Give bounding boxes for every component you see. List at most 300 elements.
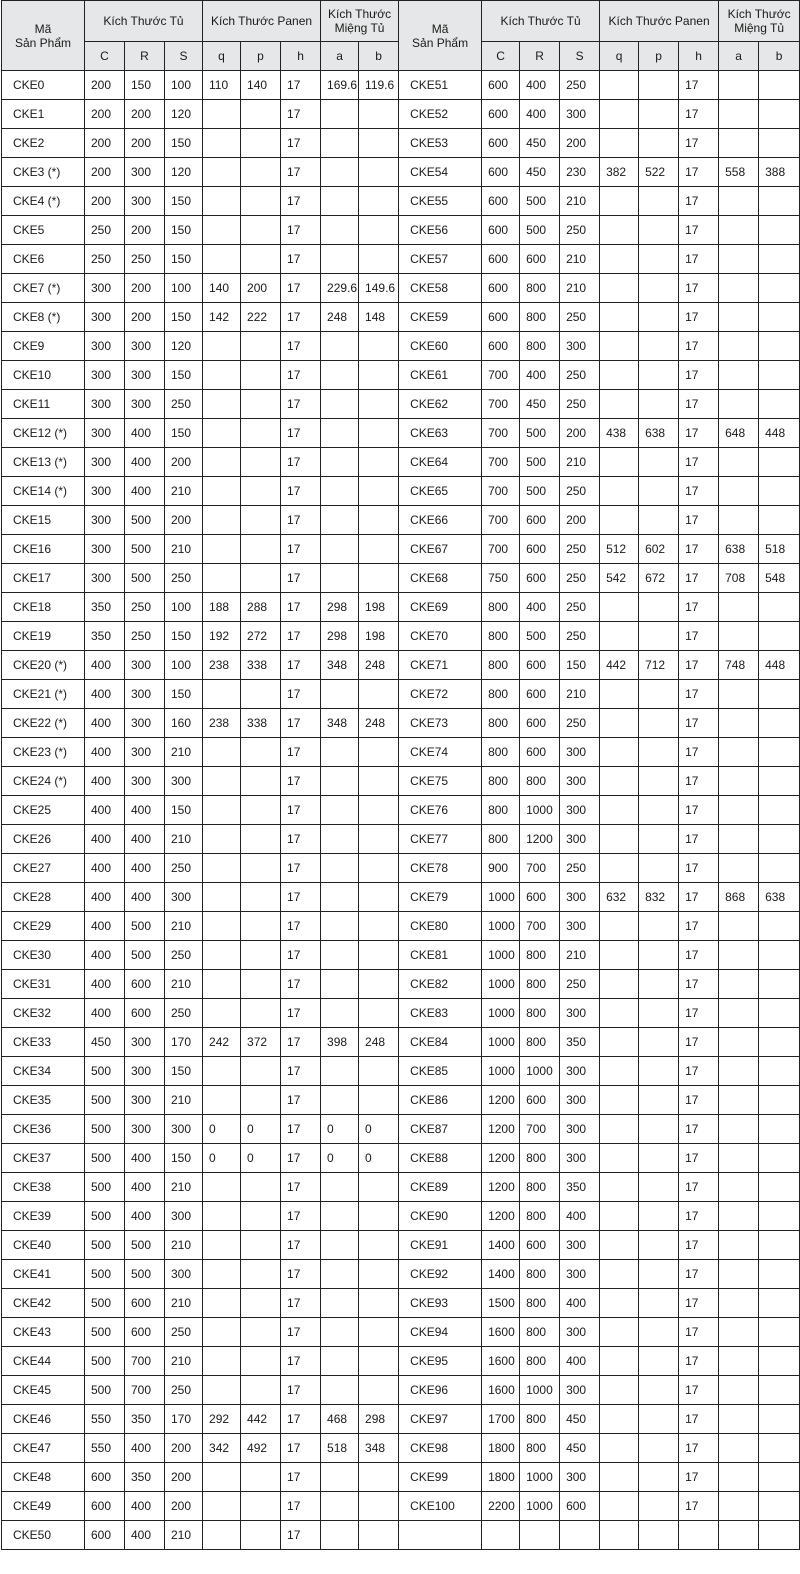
cell-cabinet-s: 150 [165,1144,203,1173]
cell-opening-b [359,738,399,767]
cell-product-code: CKE71 [399,651,482,680]
cell-panel-h: 17 [281,680,321,709]
cell-panel-q [203,796,241,825]
cell-product-code: CKE0 [2,71,85,100]
table-row [2,767,800,796]
cell-cabinet-s: 300 [560,1463,600,1492]
cell-opening-b [759,1231,800,1260]
cell-opening-b: 149.6 [359,274,399,303]
table-row [2,158,800,187]
header-opening-size: Kích Thước Miệng Tủ [321,1,399,42]
cell-cabinet-r: 200 [125,100,165,129]
cell-cabinet-s: 150 [165,245,203,274]
cell-product-code: CKE87 [399,1115,482,1144]
cell-opening-a: 868 [719,883,759,912]
cell-opening-b [359,1347,399,1376]
cell-cabinet-r: 300 [125,187,165,216]
cell-panel-q [600,796,639,825]
cell-cabinet-s: 160 [165,709,203,738]
cell-cabinet-c: 1000 [482,1028,520,1057]
cell-panel-p [241,1318,281,1347]
subheader-a: a [719,42,759,71]
cell-cabinet-r: 600 [125,1318,165,1347]
cell-cabinet-r: 450 [520,158,560,187]
cell-opening-a [321,854,359,883]
cell-panel-q [203,1318,241,1347]
cell-cabinet-r: 800 [520,970,560,999]
cell-cabinet-r: 800 [520,1173,560,1202]
cell-product-code: CKE74 [399,738,482,767]
cell-panel-p [639,1115,679,1144]
table-body [2,71,800,1550]
cell-cabinet-s: 170 [165,1405,203,1434]
cell-opening-b [359,332,399,361]
cell-opening-a [719,332,759,361]
cell-opening-a [321,361,359,390]
cell-panel-p [639,941,679,970]
cell-cabinet-c: 600 [85,1463,125,1492]
cell-opening-b [759,129,800,158]
cell-opening-b [759,477,800,506]
cell-product-code: CKE56 [399,216,482,245]
cell-cabinet-r: 200 [125,216,165,245]
cell-panel-q: 0 [203,1115,241,1144]
table-row [2,651,800,680]
cell-panel-h: 17 [679,1376,719,1405]
cell-opening-a [321,1463,359,1492]
cell-panel-q: 438 [600,419,639,448]
cell-opening-a [719,1028,759,1057]
cell-cabinet-r: 400 [520,361,560,390]
cell-opening-a: 0 [321,1144,359,1173]
cell-cabinet-r: 700 [125,1347,165,1376]
cell-cabinet-s: 150 [165,796,203,825]
cell-opening-b [359,419,399,448]
cell-panel-q [203,941,241,970]
cell-panel-h: 17 [281,564,321,593]
cell-product-code: CKE78 [399,854,482,883]
cell-panel-q: 192 [203,622,241,651]
cell-cabinet-s: 150 [165,303,203,332]
cell-opening-a [321,883,359,912]
cell-panel-h: 17 [281,1347,321,1376]
cell-cabinet-r: 600 [520,651,560,680]
table-row [2,1028,800,1057]
cell-panel-h [679,1521,719,1550]
cell-product-code: CKE41 [2,1260,85,1289]
cell-cabinet-s: 300 [560,1086,600,1115]
cell-cabinet-c: 700 [482,390,520,419]
table-row [2,1376,800,1405]
cell-cabinet-s: 250 [560,477,600,506]
cell-panel-p [241,390,281,419]
cell-product-code: CKE50 [2,1521,85,1550]
cell-cabinet-s: 250 [165,564,203,593]
cell-opening-b [759,825,800,854]
cell-cabinet-s: 150 [165,216,203,245]
cell-cabinet-c: 550 [85,1405,125,1434]
cell-cabinet-r: 600 [520,1231,560,1260]
cell-panel-q [600,680,639,709]
cell-panel-p [639,1086,679,1115]
cell-panel-h: 17 [281,970,321,999]
cell-panel-h: 17 [679,1434,719,1463]
cell-panel-p [241,1289,281,1318]
cell-panel-q [203,100,241,129]
cell-opening-a [321,1231,359,1260]
cell-panel-q [600,593,639,622]
cell-panel-h: 17 [679,651,719,680]
cell-cabinet-r: 500 [125,564,165,593]
cell-cabinet-s: 250 [165,999,203,1028]
cell-cabinet-c: 300 [85,361,125,390]
cell-opening-b: 198 [359,622,399,651]
cell-panel-q [203,1057,241,1086]
cell-cabinet-c: 600 [482,216,520,245]
cell-cabinet-s: 210 [165,1173,203,1202]
cell-product-code: CKE6 [2,245,85,274]
cell-panel-h: 17 [679,1144,719,1173]
cell-panel-p [639,1202,679,1231]
cell-cabinet-r: 350 [125,1463,165,1492]
cell-cabinet-r: 800 [520,767,560,796]
cell-cabinet-c: 500 [85,1202,125,1231]
cell-opening-a [719,1173,759,1202]
cell-panel-p: 712 [639,651,679,680]
cell-product-code: CKE27 [2,854,85,883]
cell-product-code: CKE94 [399,1318,482,1347]
cell-opening-a [321,680,359,709]
cell-opening-b [759,1492,800,1521]
cell-product-code: CKE3 (*) [2,158,85,187]
cell-product-code: CKE79 [399,883,482,912]
cell-cabinet-s: 200 [165,448,203,477]
cell-cabinet-s: 350 [560,1028,600,1057]
cell-product-code: CKE4 (*) [2,187,85,216]
cell-panel-h: 17 [281,1260,321,1289]
cell-panel-h: 17 [281,709,321,738]
subheader-p: p [241,42,281,71]
cell-cabinet-r: 600 [125,999,165,1028]
cell-product-code: CKE12 (*) [2,419,85,448]
cell-opening-a [321,158,359,187]
cell-cabinet-r: 450 [520,390,560,419]
header-cabinet-size: Kích Thước Tủ [85,1,203,42]
cell-product-code: CKE37 [2,1144,85,1173]
cell-cabinet-s: 210 [560,274,600,303]
cell-cabinet-c: 1000 [482,999,520,1028]
cell-cabinet-s: 210 [560,187,600,216]
cell-panel-q [203,1260,241,1289]
cell-cabinet-s: 100 [165,651,203,680]
cell-opening-b [759,1405,800,1434]
cell-panel-p: 638 [639,419,679,448]
cell-panel-q [600,970,639,999]
subheader-b: b [759,42,800,71]
cell-cabinet-c: 1200 [482,1144,520,1173]
cell-cabinet-c: 500 [85,1086,125,1115]
cell-panel-q [203,158,241,187]
cell-panel-h: 17 [281,506,321,535]
cell-panel-p [639,680,679,709]
cell-panel-q [600,912,639,941]
cell-opening-b [759,680,800,709]
cell-panel-h: 17 [679,564,719,593]
cell-opening-a [719,1289,759,1318]
cell-panel-h: 17 [281,245,321,274]
cell-panel-h: 17 [679,883,719,912]
cell-product-code: CKE7 (*) [2,274,85,303]
cell-cabinet-c: 500 [85,1260,125,1289]
cell-opening-b: 248 [359,1028,399,1057]
cell-product-code: CKE28 [2,883,85,912]
cell-product-code: CKE11 [2,390,85,419]
cell-cabinet-c: 400 [85,999,125,1028]
cell-opening-b: 0 [359,1144,399,1173]
cell-cabinet-r: 400 [125,448,165,477]
cell-cabinet-r: 600 [520,709,560,738]
cell-cabinet-c: 350 [85,622,125,651]
cell-cabinet-r: 400 [125,1173,165,1202]
cell-product-code: CKE13 (*) [2,448,85,477]
cell-opening-a: 248 [321,303,359,332]
cell-panel-q [600,1376,639,1405]
cell-cabinet-c: 800 [482,651,520,680]
cell-cabinet-s: 400 [560,1202,600,1231]
cell-opening-b [359,1463,399,1492]
cell-opening-b [359,448,399,477]
cell-cabinet-r: 600 [520,738,560,767]
cell-cabinet-s: 120 [165,100,203,129]
cell-cabinet-s: 250 [560,390,600,419]
cell-panel-p [241,129,281,158]
cell-cabinet-s: 250 [560,970,600,999]
cell-cabinet-c: 300 [85,506,125,535]
cell-opening-a [321,100,359,129]
cell-panel-h: 17 [679,1405,719,1434]
cell-opening-b [359,999,399,1028]
cell-cabinet-c: 700 [482,448,520,477]
cell-panel-p: 140 [241,71,281,100]
cell-cabinet-s: 400 [560,1289,600,1318]
cell-product-code: CKE65 [399,477,482,506]
cell-panel-h: 17 [679,999,719,1028]
cell-product-code: CKE92 [399,1260,482,1289]
cell-cabinet-c: 1200 [482,1115,520,1144]
cell-panel-h: 17 [281,332,321,361]
cell-product-code: CKE97 [399,1405,482,1434]
cell-panel-h: 17 [281,1173,321,1202]
cell-panel-q [600,1057,639,1086]
cell-opening-a [719,1115,759,1144]
cell-opening-b [359,158,399,187]
cell-opening-b [359,912,399,941]
cell-product-code: CKE76 [399,796,482,825]
cell-opening-a [719,1434,759,1463]
cell-panel-q [203,419,241,448]
cell-cabinet-r: 800 [520,941,560,970]
table-row [2,1463,800,1492]
cell-panel-p [639,100,679,129]
cell-panel-h: 17 [281,651,321,680]
cell-panel-p [241,854,281,883]
cell-panel-q [600,100,639,129]
cell-panel-h: 17 [281,593,321,622]
cell-panel-p [241,419,281,448]
cell-opening-b [759,448,800,477]
cell-opening-a [719,216,759,245]
cell-panel-q [600,1231,639,1260]
cell-panel-p [639,390,679,419]
cell-opening-b: 448 [759,419,800,448]
cell-panel-h: 17 [679,361,719,390]
cell-panel-p [639,274,679,303]
cell-panel-h: 17 [679,332,719,361]
cell-cabinet-s: 150 [165,129,203,158]
cell-panel-p [241,1347,281,1376]
cell-opening-a [321,506,359,535]
table-row [2,390,800,419]
cell-panel-q [600,1115,639,1144]
table-row [2,738,800,767]
header-opening-size: Kích Thước Miệng Tủ [719,1,800,42]
cell-panel-p [639,912,679,941]
cell-cabinet-c [482,1521,520,1550]
cell-panel-p [639,999,679,1028]
cell-panel-p [639,709,679,738]
cell-panel-q [203,245,241,274]
cell-product-code: CKE75 [399,767,482,796]
cell-cabinet-c: 600 [482,100,520,129]
cell-product-code: CKE24 (*) [2,767,85,796]
cell-cabinet-r: 300 [125,1028,165,1057]
cell-cabinet-r: 300 [125,738,165,767]
table-row [2,1434,800,1463]
cell-cabinet-s: 210 [165,535,203,564]
cell-panel-p [639,1318,679,1347]
cell-product-code: CKE55 [399,187,482,216]
cell-opening-a [719,100,759,129]
cell-opening-a [719,390,759,419]
cell-cabinet-c: 300 [85,419,125,448]
cell-panel-q [600,622,639,651]
cell-panel-p [241,883,281,912]
cell-cabinet-c: 400 [85,796,125,825]
cell-panel-h: 17 [281,912,321,941]
cell-opening-b [759,1347,800,1376]
cell-opening-a [719,303,759,332]
cell-cabinet-s: 450 [560,1434,600,1463]
cell-panel-q [600,129,639,158]
cell-panel-p [241,1463,281,1492]
cell-panel-h: 17 [679,1318,719,1347]
cell-product-code: CKE49 [2,1492,85,1521]
cell-opening-b [359,506,399,535]
cell-opening-a [719,622,759,651]
cell-panel-q: 238 [203,709,241,738]
cell-opening-b [759,303,800,332]
cell-opening-b [359,564,399,593]
cell-product-code: CKE22 (*) [2,709,85,738]
cell-opening-b [759,1028,800,1057]
cell-product-code: CKE82 [399,970,482,999]
cell-cabinet-c: 500 [85,1231,125,1260]
cell-panel-h: 17 [281,1057,321,1086]
cell-panel-p [241,738,281,767]
cell-opening-a [719,129,759,158]
cell-panel-q: 238 [203,651,241,680]
cell-product-code: CKE63 [399,419,482,448]
cell-panel-h: 17 [281,274,321,303]
table-row [2,303,800,332]
table-row [2,187,800,216]
cell-cabinet-c: 800 [482,709,520,738]
subheader-s: S [165,42,203,71]
cell-product-code: CKE84 [399,1028,482,1057]
table-row [2,999,800,1028]
cell-product-code: CKE90 [399,1202,482,1231]
cell-cabinet-c: 600 [482,129,520,158]
cell-opening-a [321,245,359,274]
cell-opening-a [719,680,759,709]
cell-cabinet-r: 400 [125,1202,165,1231]
cell-cabinet-r: 400 [520,593,560,622]
cell-product-code: CKE66 [399,506,482,535]
cell-product-code: CKE5 [2,216,85,245]
cell-opening-b [759,1521,800,1550]
cell-cabinet-s: 250 [165,390,203,419]
cell-product-code: CKE8 (*) [2,303,85,332]
cell-panel-q [600,1347,639,1376]
cell-cabinet-s: 150 [165,680,203,709]
cell-product-code: CKE89 [399,1173,482,1202]
table-row [2,622,800,651]
cell-cabinet-s: 250 [560,622,600,651]
cell-opening-b [359,1086,399,1115]
cell-cabinet-c: 500 [85,1376,125,1405]
cell-cabinet-r: 400 [125,1144,165,1173]
cell-panel-h: 17 [679,158,719,187]
cell-cabinet-s: 300 [165,767,203,796]
cell-panel-q [203,1231,241,1260]
header-panel-size: Kích Thước Panen [203,1,321,42]
cell-cabinet-r: 600 [520,680,560,709]
cell-opening-a: 468 [321,1405,359,1434]
table-row [2,941,800,970]
cell-panel-p [639,1231,679,1260]
cell-product-code: CKE83 [399,999,482,1028]
cell-panel-q [600,709,639,738]
cell-opening-b [359,680,399,709]
cell-opening-a [719,1376,759,1405]
cell-cabinet-s: 210 [165,1347,203,1376]
cell-opening-b [759,1260,800,1289]
cell-panel-h: 17 [281,999,321,1028]
cell-panel-p [639,1057,679,1086]
table-row [2,593,800,622]
cell-cabinet-r: 450 [520,129,560,158]
subheader-b: b [359,42,399,71]
table-row [2,912,800,941]
cell-panel-h: 17 [281,361,321,390]
cell-opening-a [719,1202,759,1231]
cell-panel-p: 338 [241,709,281,738]
cell-panel-q [203,1376,241,1405]
cell-panel-h: 17 [679,506,719,535]
cell-product-code: CKE10 [2,361,85,390]
cell-opening-a [719,448,759,477]
cell-opening-b [759,1115,800,1144]
